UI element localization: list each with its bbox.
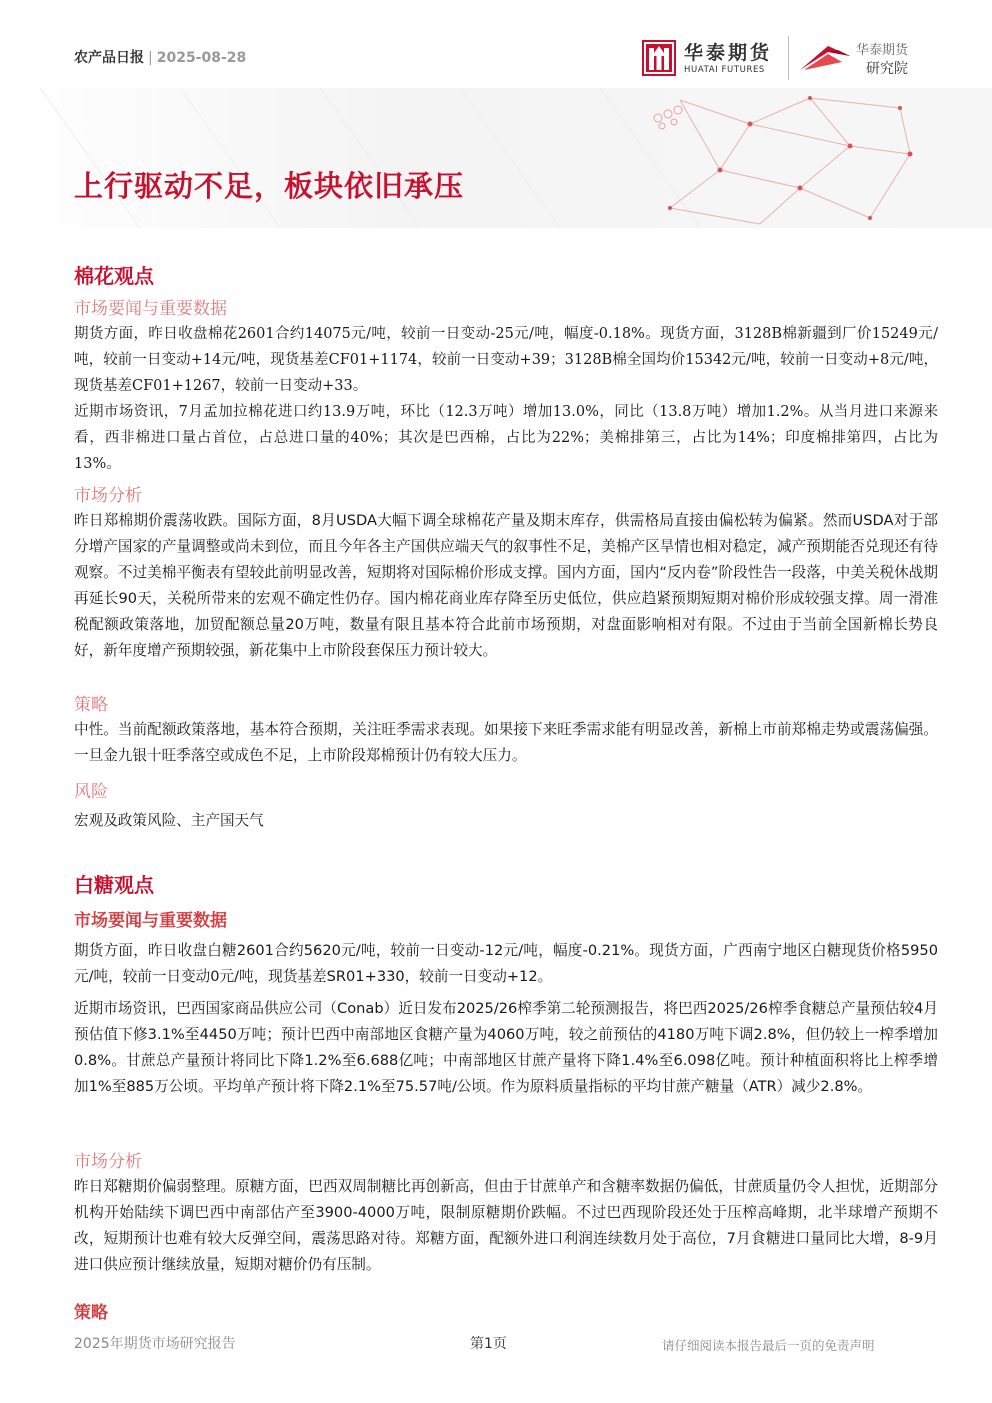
company-name-en: HUATAI FUTURES (684, 65, 765, 75)
footer-disclaimer-note: 请仔细阅读本报告最后一页的免责声明 (662, 1338, 875, 1353)
logo-divider (788, 36, 789, 80)
sugar-analysis-heading: 市场分析 (74, 1152, 142, 1172)
sugar-strategy-heading: 策略 (74, 1303, 108, 1323)
sugar-analysis-paragraph: 昨日郑糖期价偏弱整理。原糖方面，巴西双周制糖比再创新高，但由于甘蔗单产和含糖率数据仍偏低，甘蔗质量仍令人担忧，近期部分机构开始陆续下调巴西中南部估产至3900-4000万吨，限制原糖期价跌幅。不过巴西现阶段还处于压榨高峰期，北半球增产预期不改，短期预计也难有较大反弹空间，震荡思路对待。郑糖方面，配额外进口利润连续数月处于高位，7月食糖进口量同比大增，8-9月进口供应预计继续放量，短期对糖价仍有压制。 (74, 1178, 938, 1273)
footer-report-name: 2025年期货市场研究报告 (74, 1336, 236, 1352)
meta-separator: | (148, 50, 153, 66)
banner-network-graphic (610, 88, 930, 228)
cotton-strategy-heading: 策略 (74, 695, 108, 715)
cotton-news-paragraph-2: 近期市场资讯，7月孟加拉棉花进口约13.9万吨，环比（12.3万吨）增加13.0%，同比（13.8万吨）增加1.2%。从当月进口来源来看，西非棉进口量占首位，占总进口量的40%；其次是巴西棉，占比为22%；美棉排第三，占比为14%；印度棉排第四，占比为13%。 (74, 404, 938, 472)
cotton-analysis-paragraph: 昨日郑棉期价震荡收跌。国际方面，8月USDA大幅下调全球棉花产量及期末库存，供需格局直接由偏松转为偏紧。然而USDA对于部分增产国家的产量调整或尚未到位，而且今年各主产国供应端天气的叙事性不足，美棉产区旱情也相对稳定，减产预期能否兑现还有待观察。不过美棉平衡表有望较此前明显改善，短期将对国际棉价形成支撑。国内方面，国内“反内卷”阶段性告一段落，中美关税休战期再延长90天，关税所带来的宏观不确定性仍存。国内棉花商业库存降至历史低位，供应趋紧预期短期对棉价形成较强支撑。周一滑准税配额政策落地，加贸配额总量20万吨，数量有限且基本符合此前市场预期，对盘面影响相对有限。不过由于当前全国新棉长势良好，新年度增产预期较强，新花集中上市阶段套保压力预计较大。 (74, 512, 938, 659)
cotton-analysis-heading: 市场分析 (74, 486, 142, 506)
institute-name-line1: 华泰期货 (856, 43, 909, 58)
page-title: 上行驱动不足，板块依旧承压 (74, 169, 465, 203)
cotton-strategy-paragraph: 中性。当前配额政策落地，基本符合预期，关注旺季需求表现。如果接下来旺季需求能有明显改善，新棉上市前郑棉走势或震荡偏强。一旦金九银十旺季落空或成色不足，上市阶段郑棉预计仍有较大压力。 (74, 721, 938, 764)
institute-logo (798, 38, 928, 80)
sugar-news-heading: 市场要闻与重要数据 (74, 911, 227, 931)
cotton-news-paragraph-1: 期货方面，昨日收盘棉花2601合约14075元/吨，较前一日变动-25元/吨，幅度-0.18%。现货方面，3128B棉新疆到厂价15249元/吨，较前一日变动+14元/吨，现货基差CF01+1174，较前一日变动+39；3128B棉全国均价15342元/吨，较前一日变动+8元/吨，现货基差CF01+1267，较前一日变动+33。 (74, 326, 938, 394)
huatai-logo (640, 36, 790, 82)
footer-page-number: 第1页 (470, 1336, 507, 1352)
institute-logo-icon (798, 42, 852, 72)
sugar-news-paragraph-1: 期货方面，昨日收盘白糖2601合约5620元/吨，较前一日变动-12元/吨，幅度-0.21%。现货方面，广西南宁地区白糖现货价格5950元/吨，较前一日变动0元/吨，现货基差SR01+330，较前一日变动+12。 (74, 942, 938, 985)
cotton-risk-paragraph: 宏观及政策风险、主产国天气 (74, 812, 264, 829)
sugar-section-title: 白糖观点 (74, 873, 154, 897)
company-name-cn: 华泰期货 (684, 42, 773, 64)
cotton-section-title: 棉花观点 (74, 264, 154, 288)
cotton-risk-heading: 风险 (74, 782, 108, 802)
huatai-logo-icon (642, 40, 676, 76)
report-date: 2025-08-28 (156, 50, 247, 66)
sugar-news-paragraph-2: 近期市场资讯，巴西国家商品供应公司（Conab）近日发布2025/26榨季第二轮预测报告，将巴西2025/26榨季食糖总产量预估较4月预估值下修3.1%至4450万吨；预计巴西中南部地区食糖产量为4060万吨，较之前预估的4180万吨下调2.8%，但仍较上一榨季增加0.8%。甘蔗总产量预计将同比下降1.2%至6.688亿吨；中南部地区甘蔗产量将下降1.4%至6.098亿吨。预计种植面积将比上榨季增加1%至885万公顷。平均单产预计将下降2.1%至75.57吨/公顷。作为原料质量指标的平均甘蔗产糖量（ATR）减少2.8%。 (74, 1000, 938, 1095)
header-logos (640, 36, 930, 82)
institute-name-line2: 研究院 (866, 61, 908, 77)
report-meta (74, 47, 246, 67)
report-type: 农产品日报 (74, 50, 144, 66)
cotton-news-heading: 市场要闻与重要数据 (74, 299, 227, 319)
